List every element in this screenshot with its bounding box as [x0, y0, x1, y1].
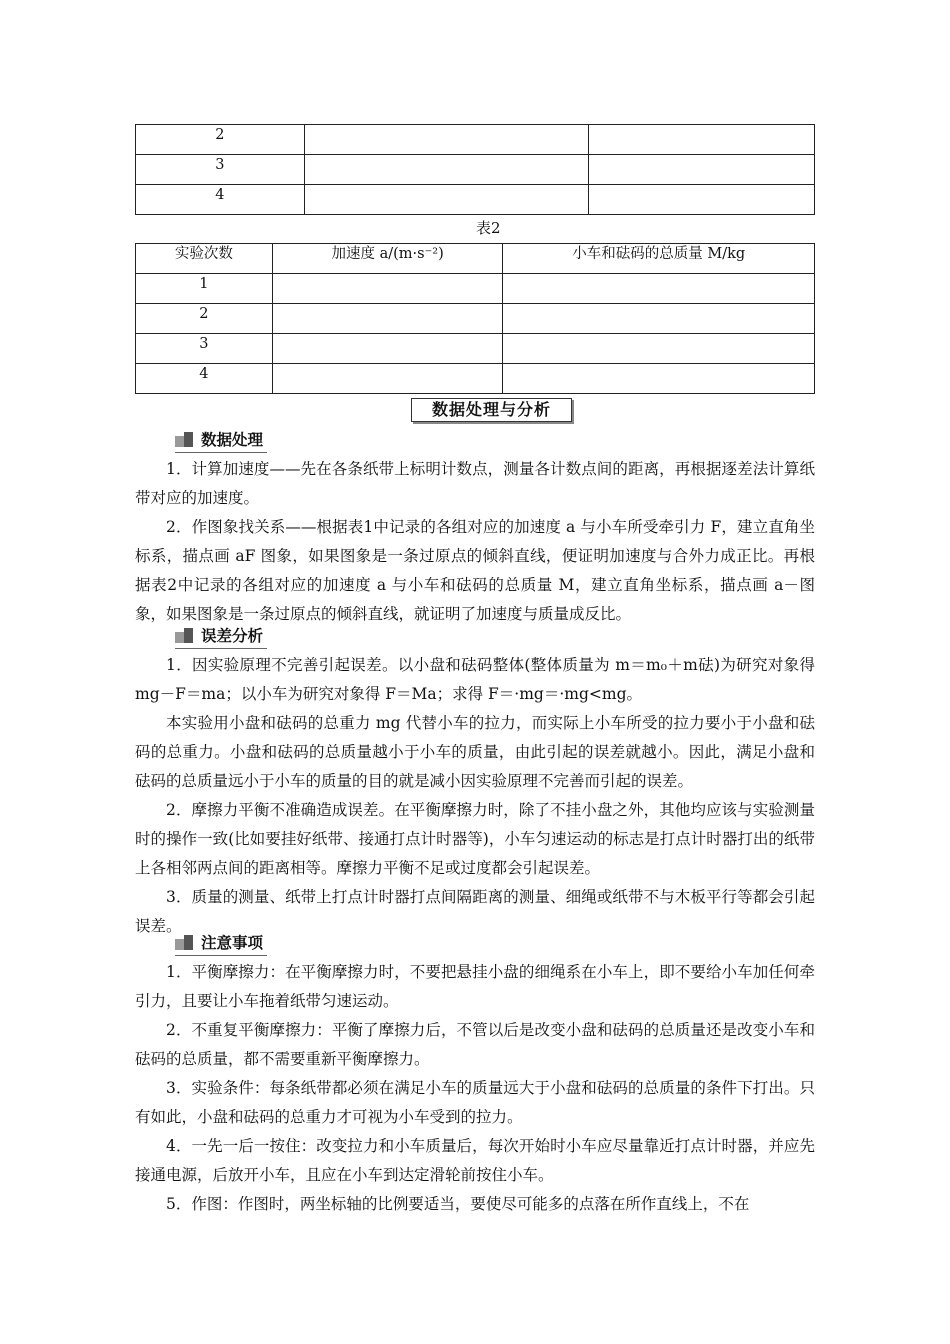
paragraph: 本实验用小盘和砝码的总重力 mg 代替小车的拉力，而实际上小车所受的拉力要小于小盘和砝码的总重力。小盘和砝码的总质量越小于小车的质量，由此引起的误差就越小。因此，满足小盘和砝码的总质量远小于小车的质量的目的就是减小因实验原理不完善而引起的误差。 — [135, 714, 815, 790]
table-cell: 4 — [136, 364, 273, 394]
table-row — [136, 185, 815, 215]
table-cell: 1 — [136, 274, 273, 304]
square-bullet-icon — [175, 935, 197, 951]
subsection-title: 注意事项 — [201, 934, 264, 952]
table-header-cell: 加速度 a/(m·s⁻²) — [272, 244, 503, 274]
subsection-title: 误差分析 — [201, 627, 264, 645]
table-cell: 2 — [136, 125, 305, 155]
table2-caption: 表2 — [476, 219, 501, 237]
table-row — [136, 334, 815, 364]
subsection-body — [135, 651, 815, 941]
paragraph: 5．作图：作图时，两坐标轴的比例要适当，要使尽可能多的点落在所作直线上，不在 — [166, 1195, 750, 1213]
table-header-row — [136, 244, 815, 274]
table-header-cell: 实验次数 — [136, 244, 273, 274]
square-bullet-icon — [175, 432, 197, 448]
paragraph: 2．不重复平衡摩擦力：平衡了摩擦力后，不管以后是改变小盘和砝码的总质量还是改变小车和砝码的总质量，都不需要重新平衡摩擦力。 — [135, 1021, 815, 1068]
table-row — [136, 125, 815, 155]
subsection-title: 数据处理 — [201, 431, 264, 449]
paragraph: 2．摩擦力平衡不准确造成误差。在平衡摩擦力时，除了不挂小盘之外，其他均应该与实验测量时的操作一致(比如要挂好纸带、接通打点计时器等)，小车匀速运动的标志是打点计时器打出的纸带上各相邻两点间的距离相等。摩擦力平衡不足或过度都会引起误差。 — [135, 801, 815, 877]
table-cell: 3 — [136, 155, 305, 185]
subsection-heading — [175, 430, 263, 450]
paragraph: 1．因实验原理不完善引起误差。以小盘和砝码整体(整体质量为 m＝m₀＋m砝)为研究对象得 mg－F＝ma；以小车为研究对象得 F＝Ma；求得 F＝·mg＝·mg<mg。 — [135, 656, 815, 703]
table-cell: 4 — [136, 185, 305, 215]
section-title: 数据处理与分析 — [411, 398, 572, 422]
subsection-heading — [175, 626, 263, 646]
table-row — [136, 155, 815, 185]
table2 — [135, 243, 815, 394]
subsection-body — [135, 455, 815, 629]
table-header-cell: 小车和砝码的总质量 M/kg — [503, 244, 815, 274]
paragraph: 2．作图象找关系——根据表1中记录的各组对应的加速度 a 与小车所受牵引力 F，建立直角坐标系，描点画 aF 图象，如果图象是一条过原点的倾斜直线，便证明加速度与合外力成正比。再根据表2中记录的各组对应的加速度 a 与小车和砝码的总质量 M，建立直角坐标系，描点画 a－图象，如果图象是一条过原点的倾斜直线，就证明了加速度与质量成反比。 — [135, 518, 815, 623]
paragraph: 3．实验条件：每条纸带都必须在满足小车的质量远大于小盘和砝码的总质量的条件下打出。只有如此，小盘和砝码的总重力才可视为小车受到的拉力。 — [135, 1079, 815, 1126]
square-bullet-icon — [175, 628, 197, 644]
table-cell: 2 — [136, 304, 273, 334]
table-row — [136, 364, 815, 394]
paragraph: 1．平衡摩擦力：在平衡摩擦力时，不要把悬挂小盘的细绳系在小车上，即不要给小车加任何牵引力，且要让小车拖着纸带匀速运动。 — [135, 963, 815, 1010]
table-cell: 3 — [136, 334, 273, 364]
paragraph: 3．质量的测量、纸带上打点计时器打点间隔距离的测量、细绳或纸带不与木板平行等都会引起误差。 — [135, 888, 815, 935]
table1 — [135, 124, 815, 215]
paragraph: 1．计算加速度——先在各条纸带上标明计数点，测量各计数点间的距离，再根据逐差法计算纸带对应的加速度。 — [135, 460, 815, 507]
paragraph: 4．一先一后一按住：改变拉力和小车质量后，每次开始时小车应尽量靠近打点计时器，并应先接通电源，后放开小车，且应在小车到达定滑轮前按住小车。 — [135, 1137, 815, 1184]
subsection-heading — [175, 933, 263, 953]
table-row — [136, 304, 815, 334]
subsection-body — [135, 958, 815, 1219]
table-row — [136, 274, 815, 304]
